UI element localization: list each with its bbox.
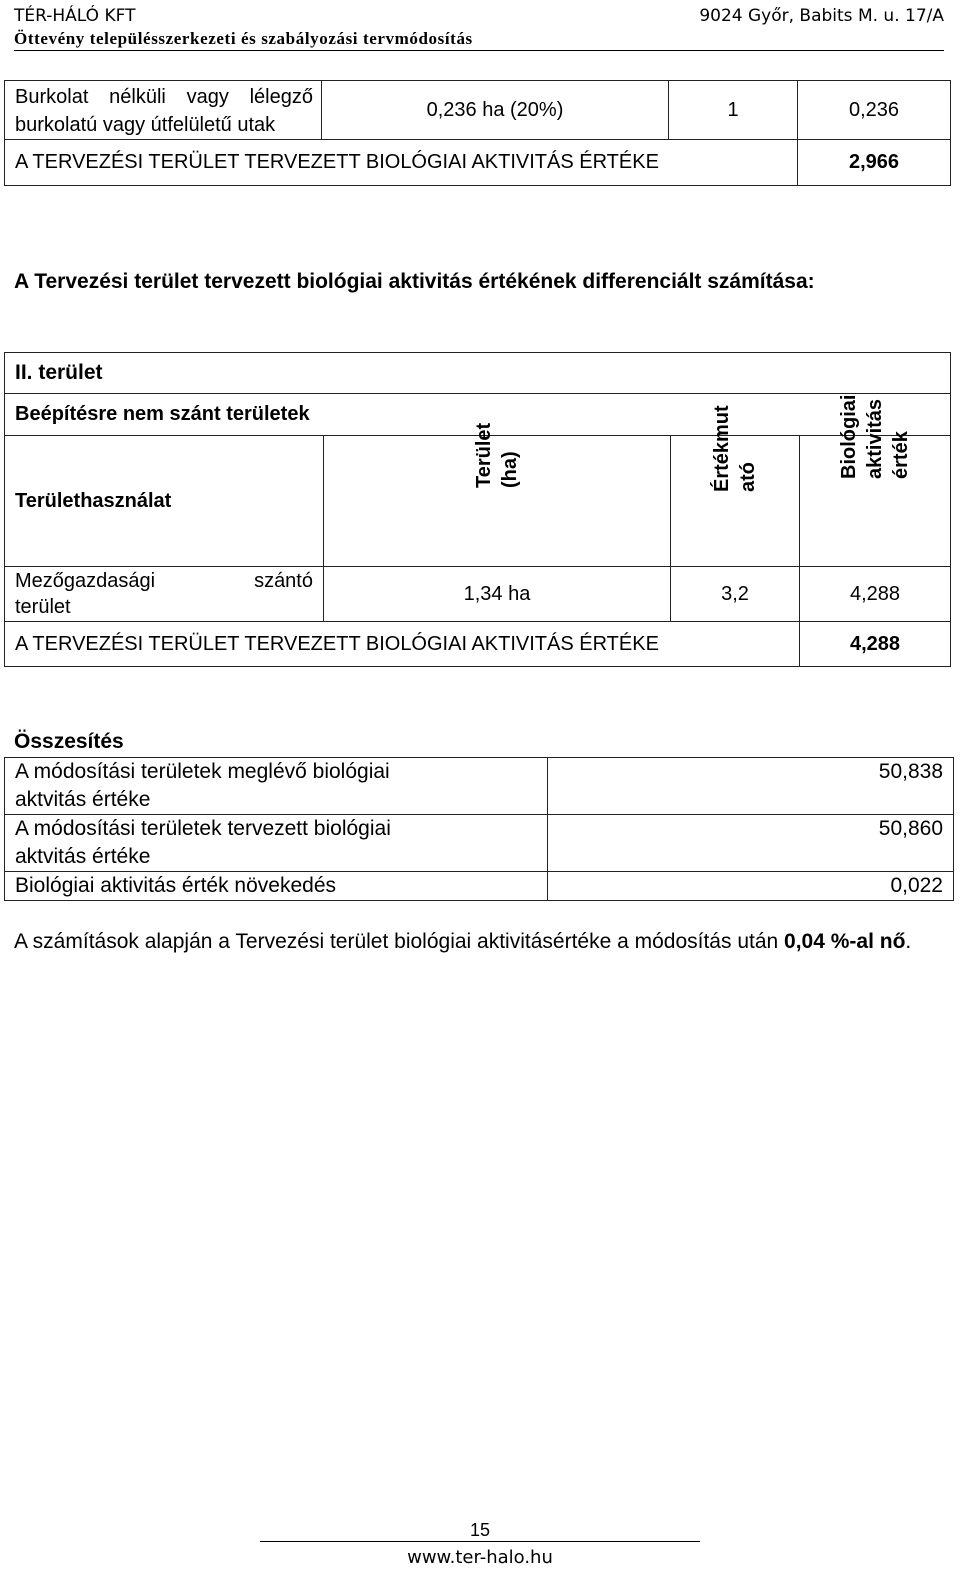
summary-label: A módosítási területek meglévő biológiai aktvitás értéke xyxy=(5,758,548,815)
page-header xyxy=(14,4,944,51)
area-cell: 1,34 ha xyxy=(324,567,671,622)
table-row xyxy=(5,81,951,140)
total-value: 4,288 xyxy=(800,622,951,667)
table-row xyxy=(5,567,951,622)
multiplier-cell: 1 xyxy=(669,81,798,140)
summary-label: Biológiai aktivitás érték növekedés xyxy=(5,872,548,901)
area-2-table xyxy=(4,352,951,667)
document-subtitle: Öttevény településszerkezeti és szabályozási tervmódosítás xyxy=(14,29,473,48)
table-row xyxy=(5,872,954,901)
land-use-cell: Burkolat nélküli vagy lélegző burkolatú vagy útfelületű utak xyxy=(5,81,322,140)
total-value: 2,966 xyxy=(798,140,951,186)
header-area-text: Terület (ha) xyxy=(473,422,521,488)
total-row xyxy=(5,140,951,186)
company-address: 9024 Győr, Babits M. u. 17/A xyxy=(699,6,944,26)
value-cell: 0,236 xyxy=(798,81,951,140)
conclusion-paragraph: A számítások alapján a Tervezési terület biológiai aktivitásértéke a módosítás után 0,04 %-al nő. xyxy=(14,930,912,953)
company-name: TÉR-HÁLÓ KFT xyxy=(14,6,136,26)
summary-value: 0,022 xyxy=(548,872,954,901)
differentiated-calculation-heading: A Tervezési terület tervezett biológiai aktivitás értékének differenciált számítása: xyxy=(14,270,815,293)
page-number: 15 xyxy=(469,1520,491,1540)
header-land-use: Területhasználat xyxy=(5,436,324,567)
summary-label: A módosítási területek tervezett biológiai aktvitás értéke xyxy=(5,815,548,872)
header-multiplier-text: Értékmut ató xyxy=(711,405,759,492)
summary-value: 50,860 xyxy=(548,815,954,872)
area-title: II. terület xyxy=(5,353,951,394)
header-area xyxy=(324,422,671,567)
land-use-cell: Mezőgazdasági szántó terület xyxy=(5,567,324,622)
conclusion-result: 0,04 %-al nő xyxy=(784,930,906,953)
total-label: A TERVEZÉSI TERÜLET TERVEZETT BIOLÓGIAI AKTIVITÁS ÉRTÉKE xyxy=(5,622,800,667)
total-label: A TERVEZÉSI TERÜLET TERVEZETT BIOLÓGIAI AKTIVITÁS ÉRTÉKE xyxy=(5,140,798,186)
table-row xyxy=(5,815,954,872)
value-cell: 4,288 xyxy=(800,567,951,622)
section-title: Beépítésre nem szánt területek xyxy=(5,394,951,436)
header-bio-value-text: Biológiai aktivitás érték xyxy=(838,394,912,479)
summary-value: 50,838 xyxy=(548,758,954,815)
total-row xyxy=(5,622,951,667)
area-cell: 0,236 ha (20%) xyxy=(322,81,669,140)
table-row xyxy=(5,758,954,815)
footer-website: www.ter-halo.hu xyxy=(0,1547,960,1568)
header-multiplier xyxy=(671,405,800,567)
header-bio-value xyxy=(800,394,951,567)
summary-title: Összesítés xyxy=(14,730,124,753)
header-row xyxy=(5,436,951,567)
multiplier-cell: 3,2 xyxy=(671,567,800,622)
summary-table xyxy=(4,757,954,901)
planned-activity-table-top xyxy=(4,80,951,186)
